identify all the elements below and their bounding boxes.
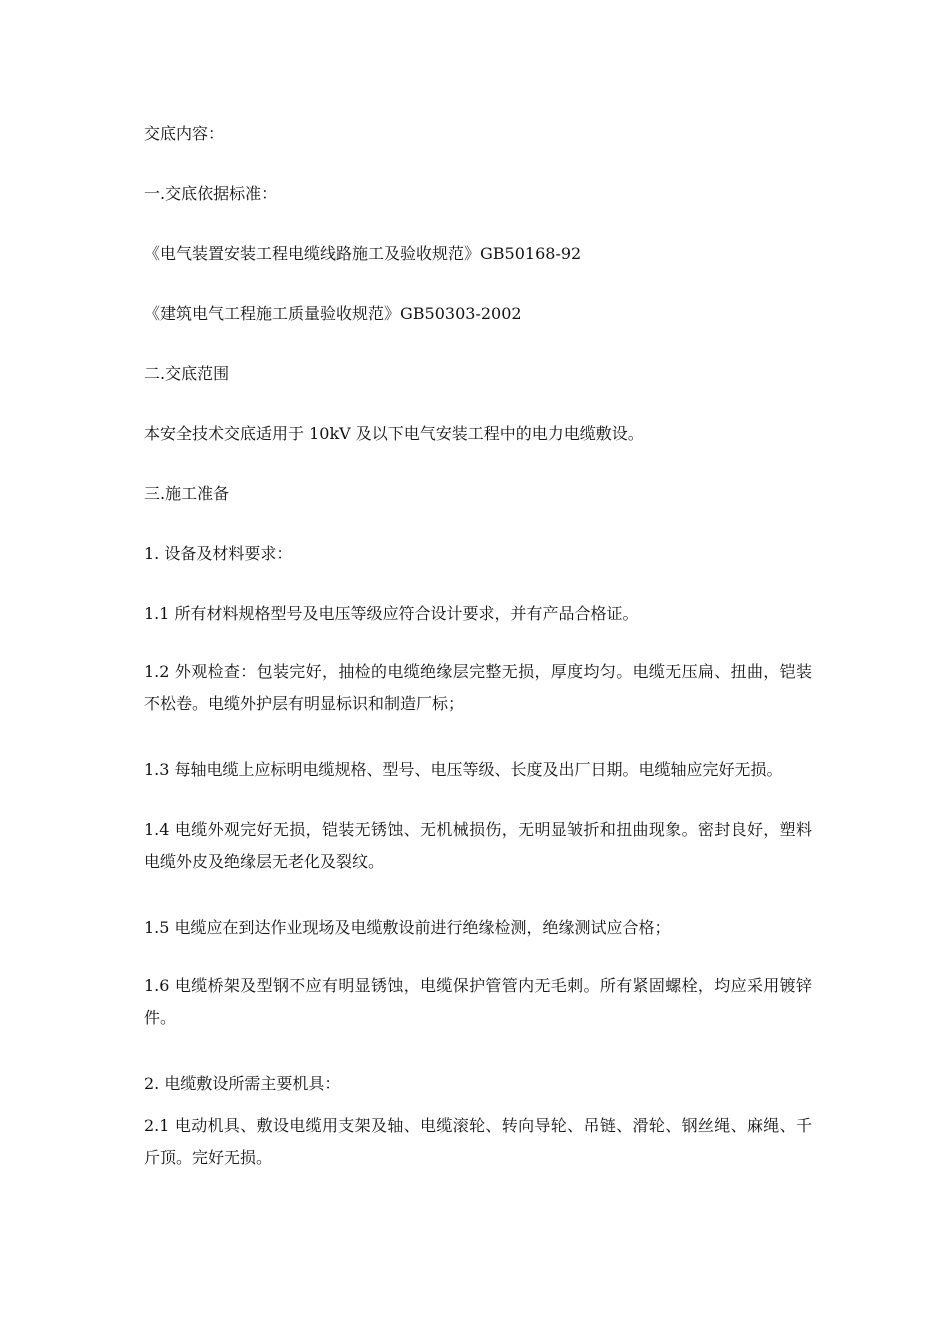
section-title-preparation: 三.施工准备 <box>144 484 230 503</box>
materials-item: 1.4 电缆外观完好无损，铠装无锈蚀、无机械损伤，无明显皱折和扭曲现象。密封良好，塑料电缆外皮及绝缘层无老化及裂纹。 <box>144 820 812 871</box>
scope-text: 本安全技术交底适用于 10kV 及以下电气安装工程中的电力电缆敷设。 <box>144 424 644 443</box>
document-heading: 交底内容： <box>144 124 225 143</box>
subsection-title-tools: 2. 电缆敷设所需主要机具： <box>144 1074 341 1093</box>
materials-item: 1.3 每轴电缆上应标明电缆规格、型号、电压等级、长度及出厂日期。电缆轴应完好无损。 <box>144 760 783 779</box>
materials-item: 1.2 外观检查：包装完好，抽检的电缆绝缘层完整无损，厚度均匀。电缆无压扁、扭曲，铠装不松卷。电缆外护层有明显标识和制造厂标； <box>144 662 812 713</box>
basis-item: 《电气装置安装工程电缆线路施工及验收规范》GB50168-92 <box>144 244 582 263</box>
section-title-basis: 一.交底依据标准： <box>144 184 278 203</box>
tools-item: 2.1 电动机具、敷设电缆用支架及轴、电缆滚轮、转向导轮、吊链、滑轮、钢丝绳、麻绳、千斤顶。完好无损。 <box>144 1116 812 1167</box>
basis-item: 《建筑电气工程施工质量验收规范》GB50303-2002 <box>144 304 522 323</box>
materials-item: 1.5 电缆应在到达作业现场及电缆敷设前进行绝缘检测，绝缘测试应合格； <box>144 918 671 937</box>
section-title-scope: 二.交底范围 <box>144 364 230 383</box>
materials-item: 1.6 电缆桥架及型钢不应有明显锈蚀，电缆保护管管内无毛刺。所有紧固螺栓，均应采用镀锌件。 <box>144 976 812 1027</box>
subsection-title-materials: 1. 设备及材料要求： <box>144 544 293 563</box>
materials-item: 1.1 所有材料规格型号及电压等级应符合设计要求，并有产品合格证。 <box>144 604 639 623</box>
